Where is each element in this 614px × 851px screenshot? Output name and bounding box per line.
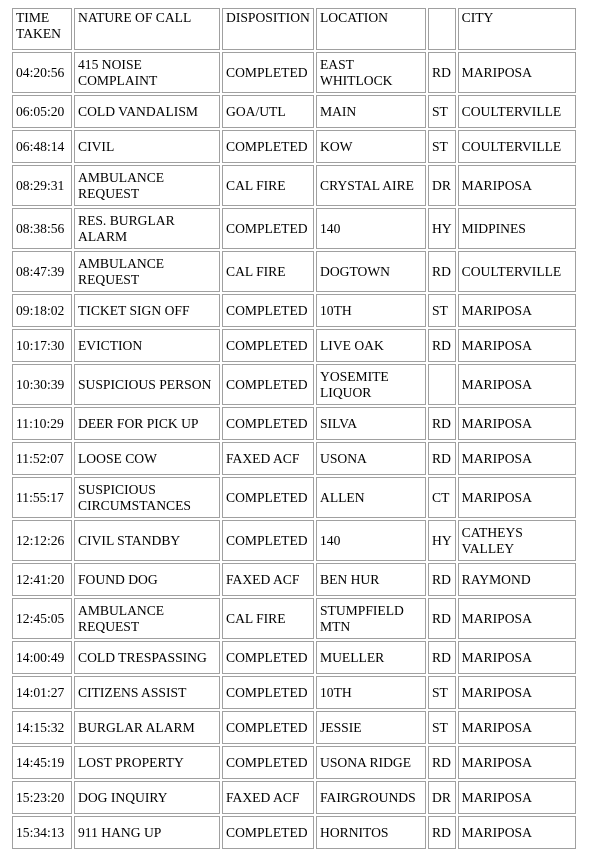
header-time: TIME TAKEN [12, 8, 72, 50]
cell-city: MARIPOSA [458, 641, 576, 674]
cell-disposition: COMPLETED [222, 711, 314, 744]
cell-location: 140 [316, 520, 426, 561]
cell-disposition: COMPLETED [222, 676, 314, 709]
cell-disposition: COMPLETED [222, 294, 314, 327]
cell-nature: COLD TRESPASSING [74, 641, 220, 674]
cell-city: MARIPOSA [458, 676, 576, 709]
cell-time: 15:34:13 [12, 816, 72, 849]
cell-city: MARIPOSA [458, 407, 576, 440]
cell-nature: BURGLAR ALARM [74, 711, 220, 744]
cell-nature: LOOSE COW [74, 442, 220, 475]
cell-time: 10:17:30 [12, 329, 72, 362]
cell-nature: 911 HANG UP [74, 816, 220, 849]
cell-suffix: RD [428, 52, 456, 93]
cell-time: 06:48:14 [12, 130, 72, 163]
cell-suffix: ST [428, 676, 456, 709]
cell-location: DOGTOWN [316, 251, 426, 292]
cell-location: USONA [316, 442, 426, 475]
cell-nature: CIVIL STANDBY [74, 520, 220, 561]
cell-time: 14:01:27 [12, 676, 72, 709]
cell-disposition: COMPLETED [222, 130, 314, 163]
table-row [12, 364, 576, 405]
cell-location: CRYSTAL AIRE [316, 165, 426, 206]
cell-suffix: ST [428, 711, 456, 744]
cell-time: 06:05:20 [12, 95, 72, 128]
cell-nature: SUSPICIOUS PERSON [74, 364, 220, 405]
cell-city: COULTERVILLE [458, 130, 576, 163]
cell-suffix: RD [428, 598, 456, 639]
table-row [12, 407, 576, 440]
table-row [12, 816, 576, 849]
cell-suffix [428, 364, 456, 405]
cell-nature: LOST PROPERTY [74, 746, 220, 779]
cell-city: MARIPOSA [458, 816, 576, 849]
cell-city: MIDPINES [458, 208, 576, 249]
cell-city: MARIPOSA [458, 364, 576, 405]
cell-time: 04:20:56 [12, 52, 72, 93]
cell-suffix: RD [428, 746, 456, 779]
cell-disposition: CAL FIRE [222, 598, 314, 639]
cell-nature: COLD VANDALISM [74, 95, 220, 128]
cell-time: 15:23:20 [12, 781, 72, 814]
cell-disposition: COMPLETED [222, 816, 314, 849]
cell-time: 12:41:20 [12, 563, 72, 596]
table-row [12, 676, 576, 709]
header-suffix [428, 8, 456, 50]
cell-disposition: COMPLETED [222, 477, 314, 518]
cell-time: 08:47:39 [12, 251, 72, 292]
cell-suffix: ST [428, 95, 456, 128]
cell-suffix: HY [428, 208, 456, 249]
cell-location: 10TH [316, 676, 426, 709]
cell-time: 14:00:49 [12, 641, 72, 674]
cell-suffix: RD [428, 251, 456, 292]
cell-time: 08:38:56 [12, 208, 72, 249]
table-row [12, 477, 576, 518]
cell-suffix: RD [428, 563, 456, 596]
cell-nature: AMBULANCE REQUEST [74, 165, 220, 206]
table-row [12, 746, 576, 779]
table-row [12, 520, 576, 561]
cell-disposition: COMPLETED [222, 208, 314, 249]
cell-time: 09:18:02 [12, 294, 72, 327]
cell-time: 10:30:39 [12, 364, 72, 405]
cell-city: MARIPOSA [458, 746, 576, 779]
cell-location: MUELLER [316, 641, 426, 674]
table-row [12, 165, 576, 206]
table-row [12, 208, 576, 249]
cell-disposition: CAL FIRE [222, 165, 314, 206]
cell-city: MARIPOSA [458, 52, 576, 93]
cell-disposition: COMPLETED [222, 329, 314, 362]
cell-suffix: RD [428, 329, 456, 362]
cell-location: KOW [316, 130, 426, 163]
cell-nature: DOG INQUIRY [74, 781, 220, 814]
cell-location: EAST WHITLOCK [316, 52, 426, 93]
table-row [12, 598, 576, 639]
cell-disposition: FAXED ACF [222, 442, 314, 475]
table-row [12, 711, 576, 744]
cell-nature: 415 NOISE COMPLAINT [74, 52, 220, 93]
table-row [12, 563, 576, 596]
call-log-table [10, 6, 578, 851]
cell-location: JESSIE [316, 711, 426, 744]
header-disposition: DISPOSITION [222, 8, 314, 50]
cell-nature: TICKET SIGN OFF [74, 294, 220, 327]
cell-location: STUMPFIELD MTN [316, 598, 426, 639]
cell-location: 10TH [316, 294, 426, 327]
cell-time: 11:52:07 [12, 442, 72, 475]
cell-location: SILVA [316, 407, 426, 440]
cell-location: BEN HUR [316, 563, 426, 596]
cell-location: HORNITOS [316, 816, 426, 849]
cell-time: 11:55:17 [12, 477, 72, 518]
cell-disposition: COMPLETED [222, 407, 314, 440]
cell-city: RAYMOND [458, 563, 576, 596]
cell-time: 12:45:05 [12, 598, 72, 639]
cell-nature: DEER FOR PICK UP [74, 407, 220, 440]
cell-disposition: CAL FIRE [222, 251, 314, 292]
cell-nature: CIVIL [74, 130, 220, 163]
table-header-row [12, 8, 576, 50]
cell-disposition: COMPLETED [222, 641, 314, 674]
cell-suffix: RD [428, 641, 456, 674]
cell-location: MAIN [316, 95, 426, 128]
cell-city: MARIPOSA [458, 294, 576, 327]
cell-city: MARIPOSA [458, 781, 576, 814]
cell-nature: CITIZENS ASSIST [74, 676, 220, 709]
cell-nature: SUSPICIOUS CIRCUMSTANCES [74, 477, 220, 518]
header-nature: NATURE OF CALL [74, 8, 220, 50]
table-row [12, 130, 576, 163]
cell-location: 140 [316, 208, 426, 249]
cell-city: MARIPOSA [458, 442, 576, 475]
cell-location: FAIRGROUNDS [316, 781, 426, 814]
cell-location: ALLEN [316, 477, 426, 518]
cell-city: MARIPOSA [458, 477, 576, 518]
header-location: LOCATION [316, 8, 426, 50]
cell-time: 14:15:32 [12, 711, 72, 744]
cell-time: 08:29:31 [12, 165, 72, 206]
header-city: CITY [458, 8, 576, 50]
cell-city: CATHEYS VALLEY [458, 520, 576, 561]
cell-nature: FOUND DOG [74, 563, 220, 596]
cell-city: MARIPOSA [458, 711, 576, 744]
cell-nature: AMBULANCE REQUEST [74, 598, 220, 639]
cell-disposition: FAXED ACF [222, 781, 314, 814]
table-row [12, 251, 576, 292]
table-row [12, 442, 576, 475]
cell-time: 12:12:26 [12, 520, 72, 561]
cell-disposition: GOA/UTL [222, 95, 314, 128]
cell-city: COULTERVILLE [458, 251, 576, 292]
cell-suffix: DR [428, 781, 456, 814]
cell-nature: RES. BURGLAR ALARM [74, 208, 220, 249]
cell-location: USONA RIDGE [316, 746, 426, 779]
cell-city: COULTERVILLE [458, 95, 576, 128]
cell-city: MARIPOSA [458, 598, 576, 639]
table-row [12, 781, 576, 814]
cell-suffix: CT [428, 477, 456, 518]
cell-suffix: RD [428, 407, 456, 440]
cell-suffix: ST [428, 294, 456, 327]
cell-suffix: ST [428, 130, 456, 163]
cell-suffix: RD [428, 442, 456, 475]
cell-suffix: HY [428, 520, 456, 561]
table-row [12, 294, 576, 327]
table-body [12, 52, 576, 849]
cell-suffix: DR [428, 165, 456, 206]
table-row [12, 52, 576, 93]
cell-location: YOSEMITE LIQUOR [316, 364, 426, 405]
cell-disposition: FAXED ACF [222, 563, 314, 596]
cell-city: MARIPOSA [458, 165, 576, 206]
cell-disposition: COMPLETED [222, 520, 314, 561]
table-row [12, 641, 576, 674]
cell-time: 14:45:19 [12, 746, 72, 779]
cell-city: MARIPOSA [458, 329, 576, 362]
cell-disposition: COMPLETED [222, 52, 314, 93]
cell-time: 11:10:29 [12, 407, 72, 440]
cell-disposition: COMPLETED [222, 364, 314, 405]
cell-location: LIVE OAK [316, 329, 426, 362]
cell-suffix: RD [428, 816, 456, 849]
cell-nature: EVICTION [74, 329, 220, 362]
table-row [12, 95, 576, 128]
cell-nature: AMBULANCE REQUEST [74, 251, 220, 292]
cell-disposition: COMPLETED [222, 746, 314, 779]
table-row [12, 329, 576, 362]
